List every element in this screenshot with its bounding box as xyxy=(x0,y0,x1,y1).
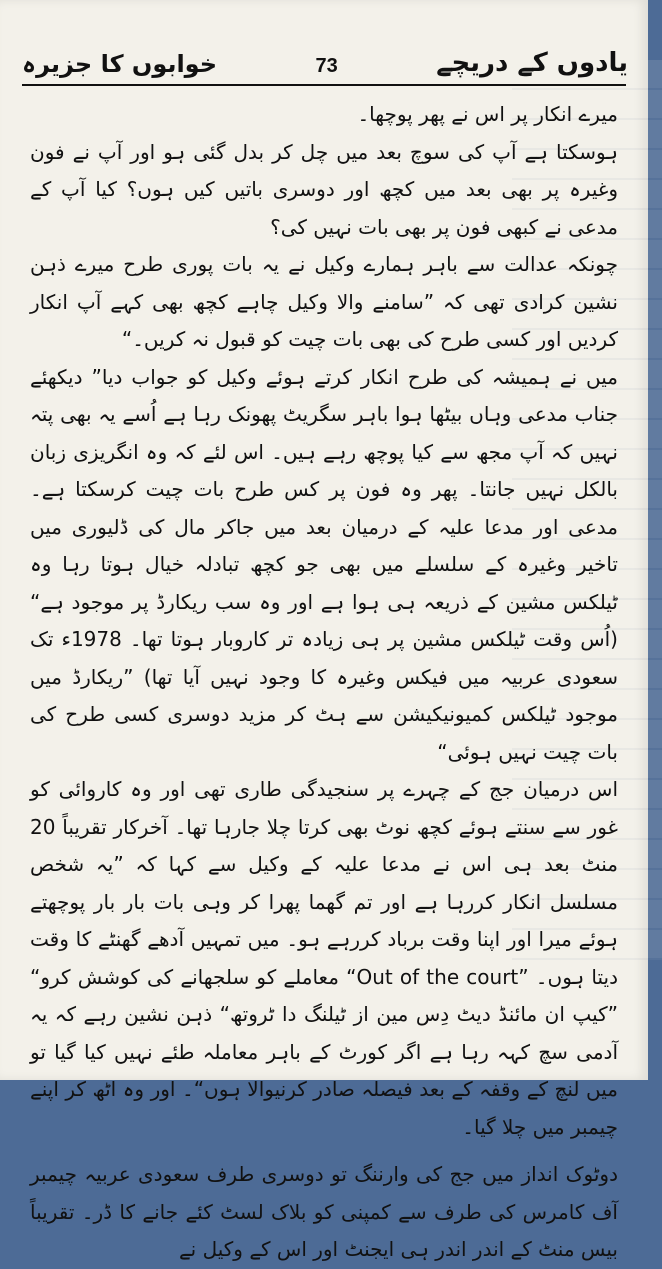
header-rule xyxy=(22,84,626,86)
page-number: 73 xyxy=(315,55,338,77)
chapter-title: خوابوں کا جزیرہ xyxy=(22,50,218,78)
book-title: یادوں کے دریچے xyxy=(436,48,628,78)
running-header xyxy=(22,38,628,78)
paragraph: ہوسکتا ہے آپ کی سوچ بعد میں چل کر بدل گئی ہو اور آپ نے فون وغیرہ پر بھی بعد میں کچھ اور دوسری باتیں کیں ہوں؟ کیا آپ کے مدعی نے کبھی فون پر بھی بات نہیں کی؟ xyxy=(30,139,618,239)
paragraph: میرے انکار پر اس نے پھر پوچھا۔ xyxy=(357,102,618,126)
paragraph: چونکہ عدالت سے باہر ہمارے وکیل نے یہ بات پوری طرح میرے ذہن نشین کرادی تھی کہ ”سامنے والا وکیل چاہے کچھ بھی کہے آپ انکار کردیں اور کسی طرح کی بھی بات چیت کو قبول نہ کریں۔“ xyxy=(30,252,618,351)
paragraph: اس درمیان جج کے چہرے پر سنجیدگی طاری تھی اور وہ کاروائی کو غور سے سنتے ہوئے کچھ نوٹ بھی کرتا چلا جارہا تھا۔ آخرکار تقریباً 20 منٹ بعد ہی اس نے مدعا علیہ کے وکیل سے کہا کہ ”یہ شخص مسلسل انکار کررہا ہے اور تم گھما پھرا کر وہی بات بار بار پوچھتے ہوئے میرا اور اپنا وقت برباد کررہے ہو۔ میں تمہیں آدھے گھنٹے کا وقت دیتا ہوں۔ ”Out of the court“ معاملے کو سلجھانے کی کوشش کرو“ ”کیپ ان مائنڈ دیٹ دِس مین از ٹیلنگ دا ٹروتھ“ ذہن نشین رہے کہ یہ آدمی سچ کہہ رہا ہے اگر کورٹ کے باہر معاملہ طئے نہیں کیا گیا تو میں لنچ کے وقفہ کے بعد فیصلہ صادر کرنیوالا ہوں“۔ اور وہ اٹھ کر اپنے چیمبر میں چلا گیا۔ xyxy=(30,777,619,1139)
paragraph: دوٹوک انداز میں جج کی وارننگ تو دوسری طرف سعودی عربیہ چیمبر آف کامرس کی طرف سے کمپنی کو بلاک لسٹ کئے جانے کا ڈر۔ تقریباً بیس منٹ کے اندر اندر ہی ایجنٹ اور اس کے وکیل نے xyxy=(30,1162,618,1261)
paragraph: میں نے ہمیشہ کی طرح انکار کرتے ہوئے وکیل کو جواب دیا” دیکھئے جناب مدعی وہاں بیٹھا ہوا باہر سگریٹ پھونک رہا ہے اُسے یہ بھی پتہ نہیں کہ آپ مجھ سے کیا پوچھ رہے ہیں۔ اس لئے کہ وہ انگریزی زبان بالکل نہیں جانتا۔ پھر وہ فون پر کس طرح بات چیت کرسکتا ہے۔ مدعی اور مدعا علیہ کے درمیان بعد میں جاکر مال کی ڈلیوری میں تاخیر وغیرہ کے سلسلے میں بھی جو کچھ تبادلہ خیال ہوتا رہا وہ ٹیلکس مشین کے ذریعہ ہی ہوا ہے اور وہ سب ریکارڈ پر موجود ہے“ (اُس وقت ٹیلکس مشین پر ہی زیادہ تر کاروبار ہوتا تھا۔ 1978ء تک سعودی عربیہ میں فیکس وغیرہ کا وجود نہیں آیا تھا) ”ریکارڈ میں موجود ٹیلکس کمیونیکیشن سے ہٹ کر مزید دوسری کسی طرح کی بات چیت نہیں ہوئی“ xyxy=(30,364,618,764)
page-body xyxy=(30,96,618,1269)
